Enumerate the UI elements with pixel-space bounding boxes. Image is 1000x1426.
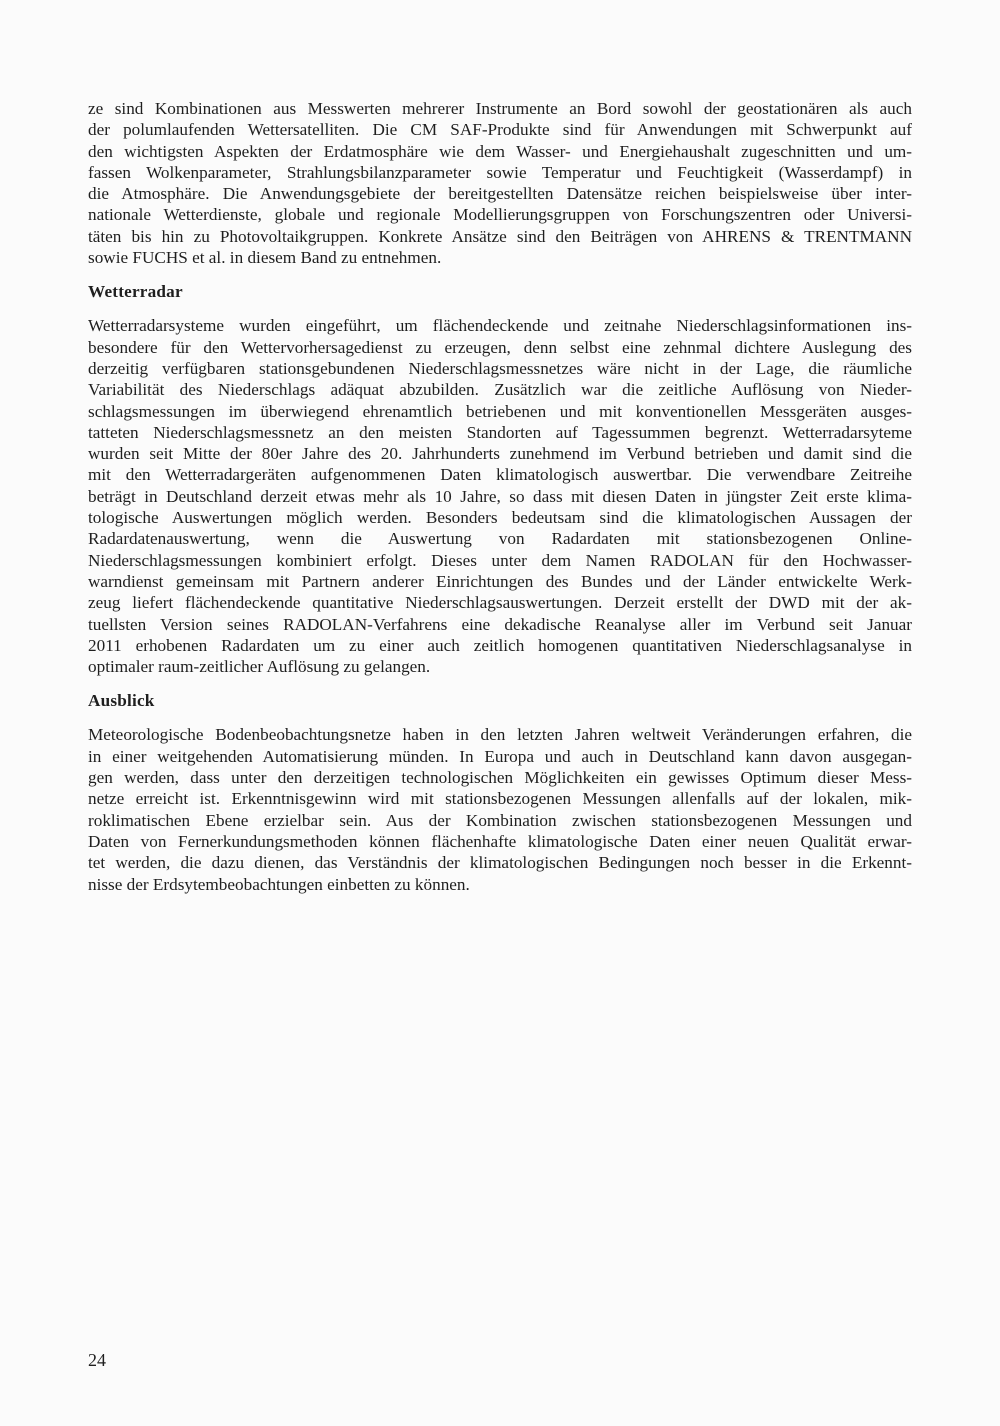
ausblick-line: gen werden, dass unter den derzeitigen technologischen Möglichkeiten ein gewisses Optimum dieser Mess- xyxy=(88,768,912,788)
wetterradar-line: beträgt in Deutschland derzeit etwas mehr als 10 Jahre, so dass mit diesen Daten in jüngster Zeit erste klima- xyxy=(88,486,912,506)
wetterradar-line: tatteten Niederschlagsmessnetz an den meisten Standorten auf Tagessummen begrenzt. Wetterradarsyteme xyxy=(88,422,912,442)
ausblick-line: roklimatischen Ebene erzielbar sein. Aus der Kombination zwischen stationsbezogenen Messungen und xyxy=(88,810,912,830)
ausblick-line: nisse der Erdsytembeobachtungen einbetten zu können. xyxy=(88,874,470,894)
wetterradar-line: Niederschlagsmessungen kombiniert erfolgt. Dieses unter dem Namen RADOLAN für den Hochwasser- xyxy=(88,550,912,570)
ausblick-line: Daten von Fernerkundungsmethoden können flächenhafte klimatologische Daten einer neuen Qualität erwar- xyxy=(88,831,912,851)
intro-line: die Atmosphäre. Die Anwendungsgebiete der bereitgestellten Datensätze reichen beispielsweise über inter- xyxy=(88,184,912,204)
section-heading-wetterradar: Wetterradar xyxy=(88,282,183,302)
ausblick-line: Meteorologische Bodenbeobachtungsnetze haben in den letzten Jahren weltweit Veränderungen erfahren, die xyxy=(88,725,912,745)
wetterradar-line: derzeitig verfügbaren stationsgebundenen Niederschlagsmessnetzes wäre nicht in der Lage, die räumliche xyxy=(88,358,912,378)
page-body xyxy=(88,98,912,895)
wetterradar-paragraph xyxy=(88,315,912,677)
intro-line: nationale Wetterdienste, globale und regionale Modellierungsgruppen von Forschungszentren oder Universi- xyxy=(88,205,912,225)
wetterradar-line: Variabilität des Niederschlags adäquat abzubilden. Zusätzlich war die zeitliche Auflösung von Nieder- xyxy=(88,380,912,400)
intro-line: ze sind Kombinationen aus Messwerten mehrerer Instrumente an Bord sowohl der geostationären als auch xyxy=(88,99,912,118)
ausblick-line: tet werden, die dazu dienen, das Verständnis der klimatologischen Bedingungen noch besser in die Erkennt- xyxy=(88,853,912,873)
intro-line: sowie FUCHS et al. in diesem Band zu entnehmen. xyxy=(88,248,442,268)
wetterradar-line: optimaler raum-zeitlicher Auflösung zu gelangen. xyxy=(88,657,431,677)
page-number: 24 xyxy=(88,1350,106,1370)
wetterradar-line: zeug liefert flächendeckende quantitative Niederschlagsauswertungen. Derzeit erstellt der DWD mit der ak- xyxy=(88,593,912,613)
ausblick-line: netze erreicht ist. Erkenntnisgewinn wird mit stationsbezogenen Messungen allenfalls auf der lokalen, mik- xyxy=(88,789,912,809)
section-heading-ausblick: Ausblick xyxy=(88,691,155,711)
intro-paragraph xyxy=(88,98,912,268)
wetterradar-line: Radardatenauswertung, wenn die Auswertung von Radardaten mit stationsbezogenen Online- xyxy=(88,529,912,549)
wetterradar-line: mit den Wetterradargeräten aufgenommenen Daten klimatologisch auswertbar. Die verwendbare Zeitreihe xyxy=(88,465,912,485)
wetterradar-line: warndienst gemeinsam mit Partnern anderer Einrichtungen des Bundes und der Länder entwickelte Werk- xyxy=(88,571,912,591)
wetterradar-line: besondere für den Wettervorhersagedienst zu erzeugen, denn selbst eine zehnmal dichtere Auslegung des xyxy=(88,337,912,357)
intro-line: der polumlaufenden Wettersatelliten. Die CM SAF-Produkte sind für Anwendungen mit Schwerpunkt auf xyxy=(88,120,912,140)
wetterradar-line: wurden seit Mitte der 80er Jahre des 20. Jahrhunderts zunehmend im Verbund betrieben und damit sind die xyxy=(88,444,912,464)
intro-line: täten bis hin zu Photovoltaikgruppen. Konkrete Ansätze sind den Beiträgen von AHRENS & TRENTMANN xyxy=(88,226,912,246)
intro-line: den wichtigsten Aspekten der Erdatmosphäre wie dem Wasser- und Energiehaushalt zugeschnitten und um- xyxy=(88,141,912,161)
wetterradar-line: tuellsten Version seines RADOLAN-Verfahrens eine dekadische Reanalyse aller im Verbund seit Januar xyxy=(88,614,912,634)
wetterradar-line: tologische Auswertungen möglich werden. Besonders bedeutsam sind die klimatologischen Aussagen der xyxy=(88,508,912,528)
wetterradar-line: 2011 erhobenen Radardaten um zu einer auch zeitlich homogenen quantitativen Niederschlagsanalyse in xyxy=(88,635,912,655)
ausblick-paragraph xyxy=(88,724,912,894)
wetterradar-line: schlagsmessungen im überwiegend ehrenamtlich betriebenen und mit konventionellen Messgeräten ausges- xyxy=(88,401,912,421)
intro-line: fassen Wolkenparameter, Strahlungsbilanzparameter sowie Temperatur und Feuchtigkeit (Wasserdampf) in xyxy=(88,162,912,182)
ausblick-line: in einer weitgehenden Automatisierung münden. In Europa und auch in Deutschland kann davon ausgegan- xyxy=(88,746,912,766)
wetterradar-line: Wetterradarsysteme wurden eingeführt, um flächendeckende und zeitnahe Niederschlagsinformationen ins- xyxy=(88,316,912,336)
